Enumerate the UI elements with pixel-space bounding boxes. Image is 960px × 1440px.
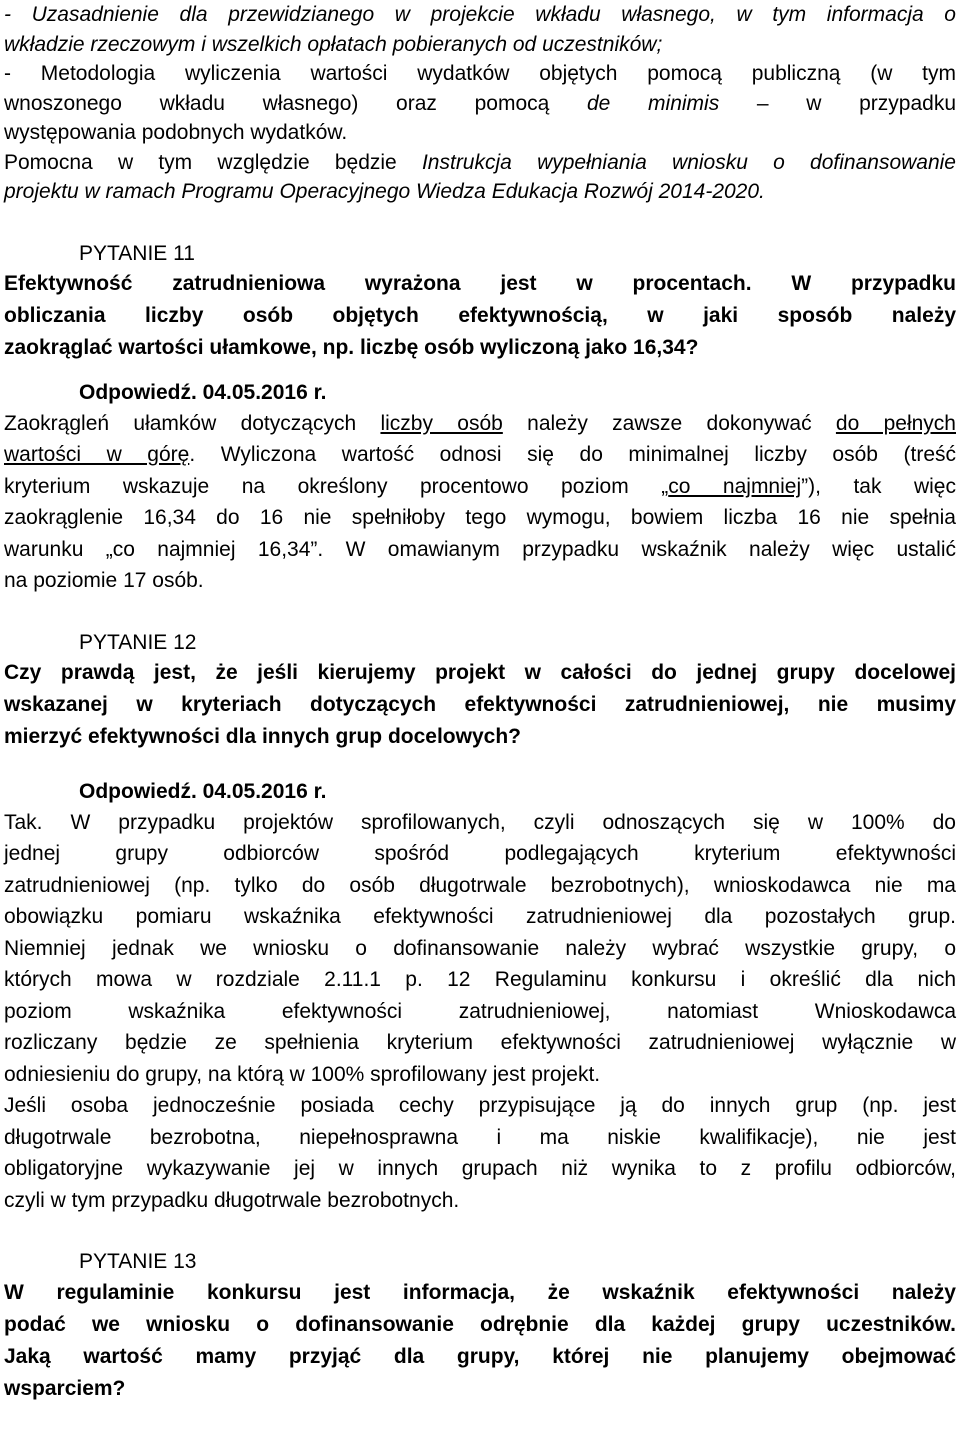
intro-line: - Uzasadnienie dla przewidzianego w projekcie wkładu własnego, w tym informacja o bbox=[4, 3, 956, 26]
answer-line: Niemniej jednak we wniosku o dofinansowanie należy wybrać wszystkie grupy, o bbox=[4, 936, 956, 960]
answer-line: obowiązku pomiaru wskaźnika efektywności zatrudnieniowej dla pozostałych grup. bbox=[4, 905, 956, 928]
question-line: wskazanej w kryteriach dotyczących efektywności zatrudnieniowej, nie musimy bbox=[4, 693, 956, 716]
intro-line: - Metodologia wyliczenia wartości wydatków objętych pomocą publiczną (w tym bbox=[4, 62, 956, 85]
answer-line: poziom wskaźnika efektywności zatrudnieniowej, natomiast Wnioskodawca bbox=[4, 999, 956, 1023]
intro-line: projektu w ramach Programu Operacyjnego Wiedza Edukacja Rozwój 2014-2020. bbox=[4, 180, 765, 203]
answer-label: Odpowiedź. 04.05.2016 r. bbox=[79, 381, 327, 404]
question-heading: PYTANIE 12 bbox=[79, 630, 197, 654]
question-line: Jaką wartość mamy przyjąć dla grupy, której nie planujemy obejmować bbox=[4, 1344, 956, 1368]
question-line: Czy prawdą jest, że jeśli kierujemy projekt w całości do jednej grupy docelowej bbox=[4, 661, 956, 684]
intro-line: występowania podobnych wydatków. bbox=[4, 121, 348, 144]
question-11 bbox=[4, 239, 956, 597]
answer-line: wartości w górę. Wyliczona wartość odnosi się do minimalnej liczby osób (treść bbox=[4, 443, 956, 466]
answer-line: zatrudnieniowej (np. tylko do osób długotrwale bezrobotnych), wnioskodawca nie ma bbox=[4, 873, 956, 897]
answer-line: Jeśli osoba jednocześnie posiada cechy przypisujące ją do innych grup (np. jest bbox=[4, 1094, 956, 1117]
answer-line: zaokrąglenie 16,34 do 16 nie spełniłoby tego wymogu, bowiem liczba 16 nie spełnia bbox=[4, 506, 956, 529]
question-heading: PYTANIE 13 bbox=[79, 1250, 197, 1273]
answer-line: jednej grupy odbiorców spośród podlegających kryterium efektywności bbox=[4, 842, 956, 865]
intro-line: wkładzie rzeczowym i wszelkich opłatach pobieranych od uczestników; bbox=[4, 32, 663, 56]
answer-line: których mowa w rozdziale 2.11.1 p. 12 Regulaminu konkursu i określić dla nich bbox=[4, 968, 956, 991]
answer-line: Zaokrągleń ułamków dotyczących liczby osób należy zawsze dokonywać do pełnych bbox=[4, 411, 956, 435]
answer-line: warunku „co najmniej 16,34”. W omawianym przypadku wskaźnik należy więc ustalić bbox=[4, 537, 956, 561]
answer-line: długotrwale bezrobotna, niepełnosprawna i ma niskie kwalifikacje), nie jest bbox=[4, 1125, 956, 1149]
question-line: podać we wniosku o dofinansowanie odrębnie dla każdej grupy uczestników. bbox=[4, 1312, 956, 1336]
answer-line: obligatoryjne wykazywanie jej w innych grupach niż wynika to z profilu odbiorców, bbox=[4, 1157, 956, 1180]
document-page bbox=[4, 0, 956, 1405]
question-line: obliczania liczby osób objętych efektywnością, w jaki sposób należy bbox=[4, 304, 956, 327]
question-line: W regulaminie konkursu jest informacja, że wskaźnik efektywności należy bbox=[4, 1280, 956, 1304]
intro-line: Pomocna w tym względzie będzie Instrukcja wypełniania wniosku o dofinansowanie bbox=[4, 150, 956, 174]
answer-line: czyli w tym przypadku długotrwale bezrobotnych. bbox=[4, 1188, 460, 1212]
question-13 bbox=[4, 1247, 956, 1405]
question-line: Efektywność zatrudnieniowa wyrażona jest w procentach. W przypadku bbox=[4, 272, 956, 295]
intro-line: wnoszonego wkładu własnego) oraz pomocą de minimis – w przypadku bbox=[4, 91, 957, 115]
answer-line: rozliczany będzie ze spełnienia kryterium efektywności zatrudnieniowej wyłącznie w bbox=[4, 1031, 956, 1054]
question-line: mierzyć efektywności dla innych grup docelowych? bbox=[4, 725, 521, 748]
answer-line: Tak. W przypadku projektów sprofilowanych, czyli odnoszących się w 100% do bbox=[4, 810, 956, 834]
answer-line: kryterium wskazuje na określony procentowo poziom „co najmniej”), tak więc bbox=[4, 474, 956, 498]
intro-section bbox=[4, 0, 956, 207]
question-line: wsparciem? bbox=[4, 1376, 126, 1400]
answer-label: Odpowiedź. 04.05.2016 r. bbox=[79, 780, 327, 803]
question-12 bbox=[4, 628, 956, 1217]
question-line: zaokrąglać wartości ułamkowe, np. liczbę osób wyliczoną jako 16,34? bbox=[4, 336, 699, 359]
answer-line: na poziomie 17 osób. bbox=[4, 569, 204, 592]
question-heading: PYTANIE 11 bbox=[79, 241, 195, 265]
answer-line: odniesieniu do grupy, na którą w 100% sprofilowany jest projekt. bbox=[4, 1062, 601, 1086]
